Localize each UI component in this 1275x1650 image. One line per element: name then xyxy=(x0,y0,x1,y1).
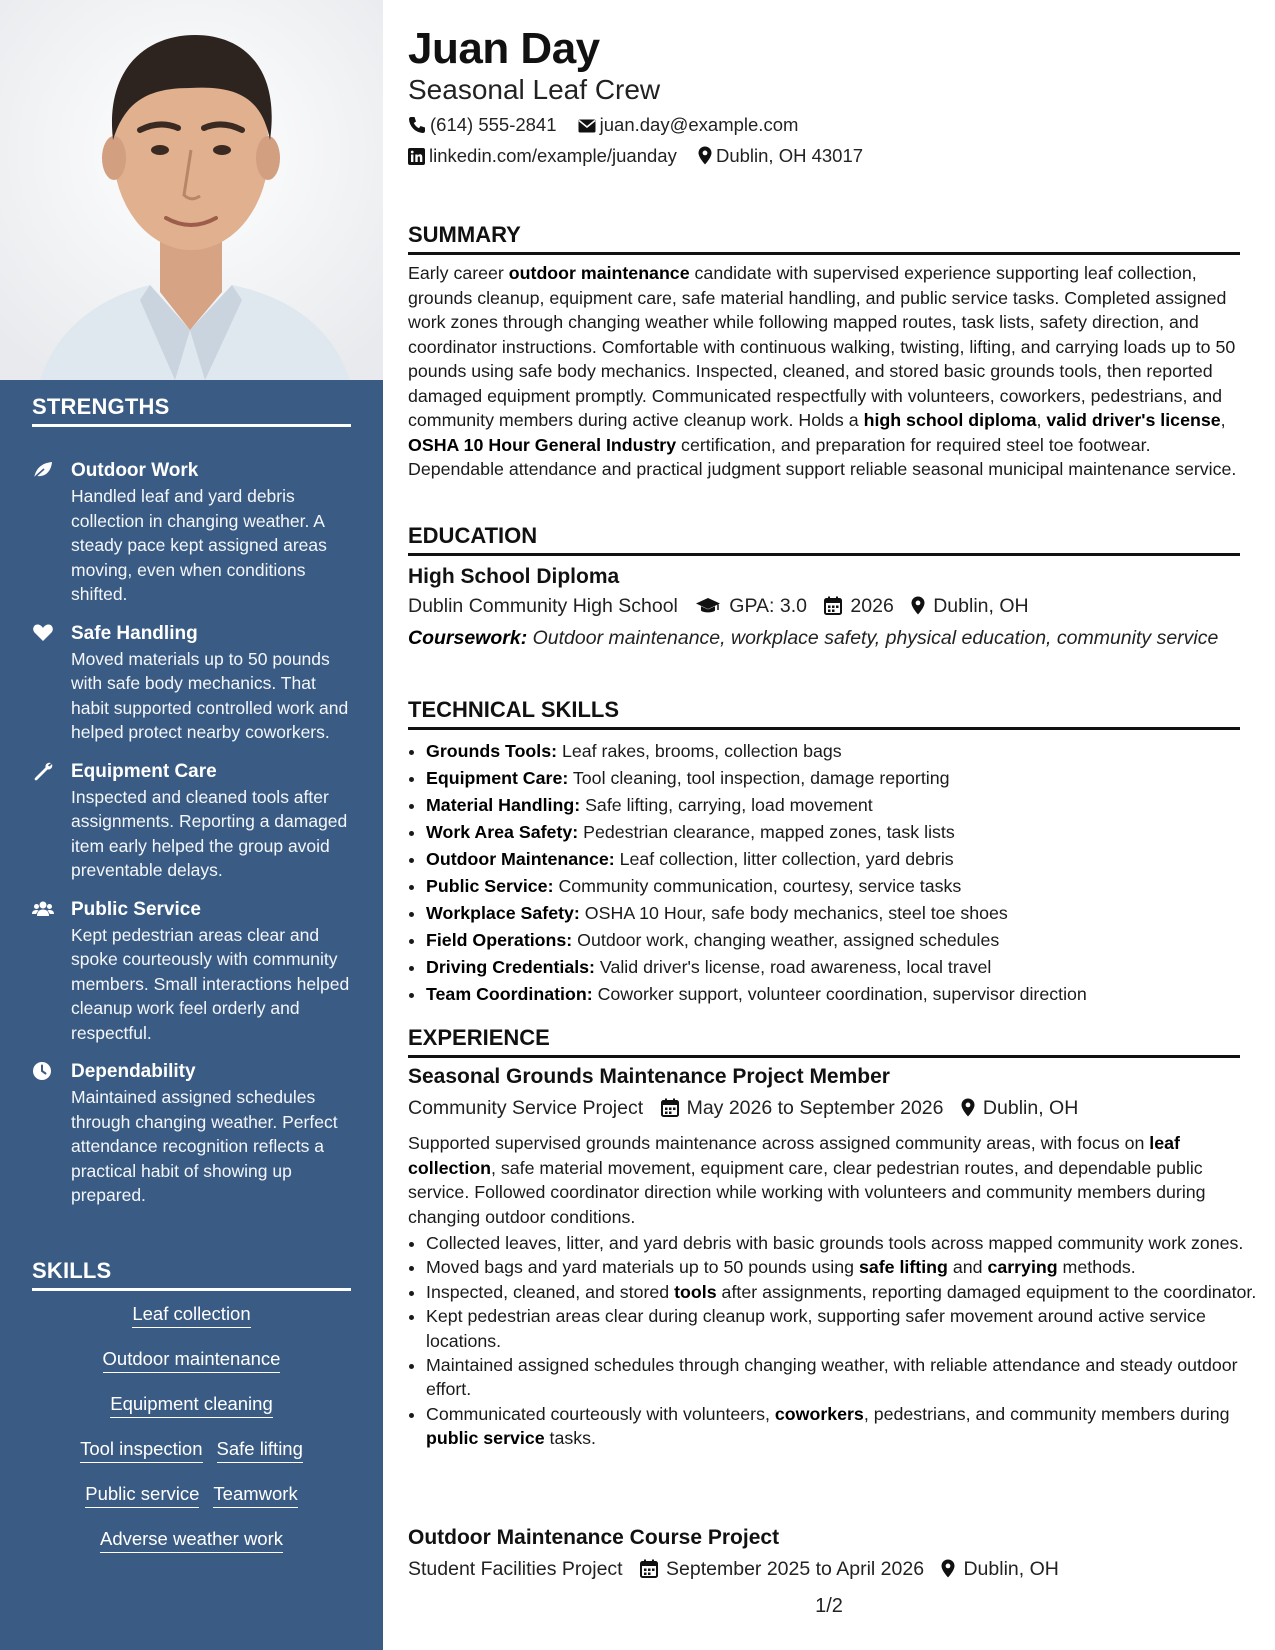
technical-skill-item xyxy=(426,954,1258,981)
technical-skill-label: Material Handling: xyxy=(426,795,581,815)
technical-skill-item xyxy=(426,819,1258,846)
technical-skill-item xyxy=(426,765,1258,792)
strength-description: Kept pedestrian areas clear and spoke courteously with community members. Small interactions helped cleanup work feel orderly and respectful. xyxy=(71,924,350,1043)
technical-skill-value: Coworker support, volunteer coordination, supervisor direction xyxy=(592,984,1087,1004)
strength-description: Handled leaf and yard debris collection in changing weather. A steady pace kept assigned areas moving, even when conditions shifted. xyxy=(71,486,327,604)
strength-item xyxy=(32,759,352,883)
emphasis-text: safe lifting xyxy=(858,1257,948,1278)
job-bullet xyxy=(426,1255,1258,1279)
profile-photo xyxy=(0,0,383,380)
skill-tag: Equipment cleaning xyxy=(110,1392,273,1418)
technical-skill-label: Equipment Care: xyxy=(426,768,569,788)
technical-skill-value: Leaf rakes, brooms, collection bags xyxy=(557,741,842,761)
job-meta-1 xyxy=(408,1097,1090,1120)
strength-title: Public Service xyxy=(71,898,201,920)
job-dates xyxy=(640,1558,924,1581)
text-run: Collected leaves, litter, and yard debris with basic grounds tools across mapped community work zones. xyxy=(426,1233,1244,1253)
map-pin-icon xyxy=(698,146,712,165)
emphasis-text: carrying xyxy=(987,1257,1058,1278)
education-heading: EDUCATION xyxy=(408,523,1240,556)
phone-contact[interactable] xyxy=(408,114,557,136)
text-run: , xyxy=(1036,410,1047,430)
clock-icon xyxy=(32,1061,54,1081)
skill-tag: Outdoor maintenance xyxy=(103,1347,281,1373)
gpa-text: GPA: 3.0 xyxy=(729,595,807,618)
emphasis-text: high school diploma xyxy=(863,410,1037,430)
job-bullet xyxy=(426,1402,1258,1451)
contact-line-1 xyxy=(408,113,814,136)
technical-skills-heading: TECHNICAL SKILLS xyxy=(408,697,1240,730)
technical-skill-label: Outdoor Maintenance: xyxy=(426,849,615,869)
coursework-label: Coursework: xyxy=(408,627,528,649)
emphasis-text: tools xyxy=(674,1281,717,1302)
strength-title: Dependability xyxy=(71,1061,196,1082)
envelope-icon xyxy=(578,118,596,134)
technical-skill-value: Pedestrian clearance, mapped zones, task lists xyxy=(578,822,955,842)
candidate-name: Juan Day xyxy=(408,24,600,73)
text-run: Maintained assigned schedules through changing weather, with reliable attendance and steady outdoor effort. xyxy=(426,1355,1238,1400)
job-bullet xyxy=(426,1280,1258,1304)
text-run: methods. xyxy=(1057,1257,1136,1278)
emphasis-text: coworkers xyxy=(774,1403,864,1424)
job-organization: Community Service Project xyxy=(408,1097,644,1120)
coursework-text: Outdoor maintenance, workplace safety, physical education, community service xyxy=(527,627,1219,649)
linkedin-contact[interactable] xyxy=(408,145,677,167)
emphasis-text: OSHA 10 Hour General Industry xyxy=(408,434,677,455)
skill-tag: Adverse weather work xyxy=(100,1527,283,1553)
sidebar xyxy=(0,0,383,1650)
page-number: 1/2 xyxy=(815,1595,843,1617)
text-run: , xyxy=(1220,410,1226,430)
coursework xyxy=(408,626,1240,650)
text-run: , safe material movement, equipment care, clear pedestrian routes, and dependable public service. Followed coordinator direction while working with volunteers and community members during changing outdoor conditions. xyxy=(408,1157,1206,1227)
job-description xyxy=(408,1131,1240,1229)
text-run: tasks. xyxy=(544,1428,596,1449)
strength-item xyxy=(32,621,352,745)
education-meta xyxy=(408,595,1041,618)
technical-skill-item xyxy=(426,738,1258,765)
technical-skill-label: Field Operations: xyxy=(426,930,573,950)
skill-tag: Tool inspection xyxy=(80,1437,202,1463)
text-run: Kept pedestrian areas clear during cleanup work, supporting safer movement around active service locations. xyxy=(426,1306,1206,1351)
technical-skill-label: Driving Credentials: xyxy=(426,957,595,977)
text-run: Early career xyxy=(408,263,509,283)
text-run: Supported supervised grounds maintenance across assigned community areas, with focus on xyxy=(408,1133,1150,1153)
skill-tag: Leaf collection xyxy=(132,1302,250,1328)
education-year xyxy=(824,595,893,618)
technical-skill-item xyxy=(426,846,1258,873)
text-run: , pedestrians, and community members during xyxy=(863,1403,1230,1424)
calendar-icon xyxy=(640,1559,658,1578)
strengths-heading: STRENGTHS xyxy=(32,394,351,427)
strength-item xyxy=(32,1059,352,1208)
portrait-image xyxy=(0,0,383,380)
linkedin-text: linkedin.com/example/juanday xyxy=(429,145,677,167)
job-title: Seasonal Leaf Crew xyxy=(408,74,661,105)
strength-title: Safe Handling xyxy=(71,622,198,644)
skill-tag: Teamwork xyxy=(213,1482,297,1508)
technical-skills-list xyxy=(408,738,1258,1008)
phone-icon xyxy=(408,116,426,134)
education-location xyxy=(911,595,1028,618)
job-location xyxy=(941,1558,1058,1581)
technical-skill-item xyxy=(426,792,1258,819)
graduation-cap-icon xyxy=(695,597,721,615)
technical-skill-label: Grounds Tools: xyxy=(426,741,558,761)
strength-description: Maintained assigned schedules through changing weather. Perfect attendance recognition reflects a practical habit of showing up prepared. xyxy=(71,1087,338,1205)
job-title-2: Outdoor Maintenance Course Project xyxy=(408,1526,780,1549)
technical-skill-value: Valid driver's license, road awareness, local travel xyxy=(594,957,992,977)
technical-skill-item xyxy=(426,873,1258,900)
text-run: candidate with supervised experience supporting leaf collection, grounds cleanup, equipment care, safe material handling, and public service tasks. Completed assigned work zones through changing weather while following mapped routes, task lists, safety direction, and coordinator instructions. Comfortable with continuous walking, twisting, lifting, and carrying loads up to 50 pounds using safe body mechanics. Inspected, cleaned, and stored basic grounds tools, then reported damaged equipment promptly. Communicated respectfully with volunteers, coworkers, pedestrians, and community members during active cleanup work. Holds a xyxy=(408,263,1236,430)
job-bullet xyxy=(426,1304,1258,1353)
technical-skill-label: Workplace Safety: xyxy=(426,903,580,923)
education-gpa xyxy=(695,595,807,618)
technical-skill-value: Outdoor work, changing weather, assigned schedules xyxy=(572,930,1000,950)
technical-skill-label: Public Service: xyxy=(426,876,554,896)
technical-skill-value: Safe lifting, carrying, load movement xyxy=(580,795,873,815)
education-location-text: Dublin, OH xyxy=(933,595,1029,618)
technical-skill-value: OSHA 10 Hour, safe body mechanics, steel toe shoes xyxy=(579,903,1008,923)
map-pin-icon xyxy=(941,1559,955,1578)
job-dates xyxy=(661,1097,944,1120)
job-meta-2 xyxy=(408,1558,1071,1581)
text-run: Moved bags and yard materials up to 50 pounds using xyxy=(426,1257,859,1278)
technical-skill-label: Work Area Safety: xyxy=(426,822,579,842)
map-pin-icon xyxy=(961,1098,975,1117)
strength-item xyxy=(32,458,352,607)
job-location-text: Dublin, OH xyxy=(982,1097,1079,1120)
contact-line-2 xyxy=(408,144,879,167)
job-location xyxy=(961,1097,1078,1120)
skill-tag: Public service xyxy=(85,1482,199,1508)
strength-title: Outdoor Work xyxy=(71,460,199,481)
strength-title: Equipment Care xyxy=(71,760,217,782)
phone-text: (614) 555-2841 xyxy=(430,114,557,136)
calendar-icon xyxy=(824,596,842,615)
job-dates-text: September 2025 to April 2026 xyxy=(666,1558,925,1581)
summary-text xyxy=(408,261,1240,482)
text-run: and xyxy=(947,1257,988,1278)
technical-skill-label: Team Coordination: xyxy=(426,984,593,1004)
technical-skill-value: Leaf collection, litter collection, yard debris xyxy=(614,849,954,869)
leaf-icon xyxy=(32,460,54,480)
email-text: juan.day@example.com xyxy=(599,114,799,136)
summary-heading: SUMMARY xyxy=(408,222,1240,255)
job-title-1: Seasonal Grounds Maintenance Project Member xyxy=(408,1065,890,1088)
technical-skill-item xyxy=(426,981,1258,1008)
skills-list xyxy=(32,1302,351,1572)
job-location-text: Dublin, OH xyxy=(963,1558,1059,1581)
strength-description: Inspected and cleaned tools after assignments. Reporting a damaged item early helped the group avoid preventable delays. xyxy=(71,786,348,880)
map-pin-icon xyxy=(911,596,925,615)
emphasis-text: outdoor maintenance xyxy=(508,263,690,283)
job-dates-text: May 2026 to September 2026 xyxy=(686,1097,944,1120)
emphasis-text: valid driver's license xyxy=(1046,410,1221,430)
technical-skill-item xyxy=(426,900,1258,927)
heart-icon xyxy=(32,623,54,643)
text-run: Communicated courteously with volunteers, xyxy=(426,1403,775,1424)
location-contact xyxy=(698,145,863,167)
location-text: Dublin, OH 43017 xyxy=(715,145,864,167)
job-bullets xyxy=(408,1231,1258,1451)
job-bullet xyxy=(426,1353,1258,1402)
technical-skill-value: Community communication, courtesy, service tasks xyxy=(553,876,962,896)
wrench-icon xyxy=(32,761,54,781)
year-text: 2026 xyxy=(850,595,894,618)
text-run: after assignments, reporting damaged equipment to the coordinator. xyxy=(716,1281,1257,1302)
emphasis-text: public service xyxy=(426,1428,545,1449)
strength-item xyxy=(32,897,352,1046)
technical-skill-value: Tool cleaning, tool inspection, damage reporting xyxy=(568,768,950,788)
text-run: Inspected, cleaned, and stored xyxy=(426,1281,675,1302)
strength-description: Moved materials up to 50 pounds with safe body mechanics. That habit supported controlled work and helped protect nearby coworkers. xyxy=(71,648,349,742)
emphasis-text: leaf collection xyxy=(408,1133,1180,1178)
experience-heading: EXPERIENCE xyxy=(408,1025,1240,1058)
skill-tag: Safe lifting xyxy=(217,1437,303,1463)
calendar-icon xyxy=(661,1098,679,1117)
school-name: Dublin Community High School xyxy=(408,595,678,618)
text-run: certification, and preparation for required steel toe footwear. Dependable attendance and practical judgment support reliable seasonal municipal maintenance service. xyxy=(408,434,1237,479)
technical-skill-item xyxy=(426,927,1258,954)
job-organization: Student Facilities Project xyxy=(408,1558,623,1581)
skills-heading: SKILLS xyxy=(32,1258,351,1291)
job-bullet xyxy=(426,1231,1258,1255)
strengths-list xyxy=(32,458,352,1222)
education-degree: High School Diploma xyxy=(408,565,620,588)
linkedin-icon xyxy=(408,148,425,165)
users-icon xyxy=(32,899,54,919)
email-contact[interactable] xyxy=(578,114,799,136)
